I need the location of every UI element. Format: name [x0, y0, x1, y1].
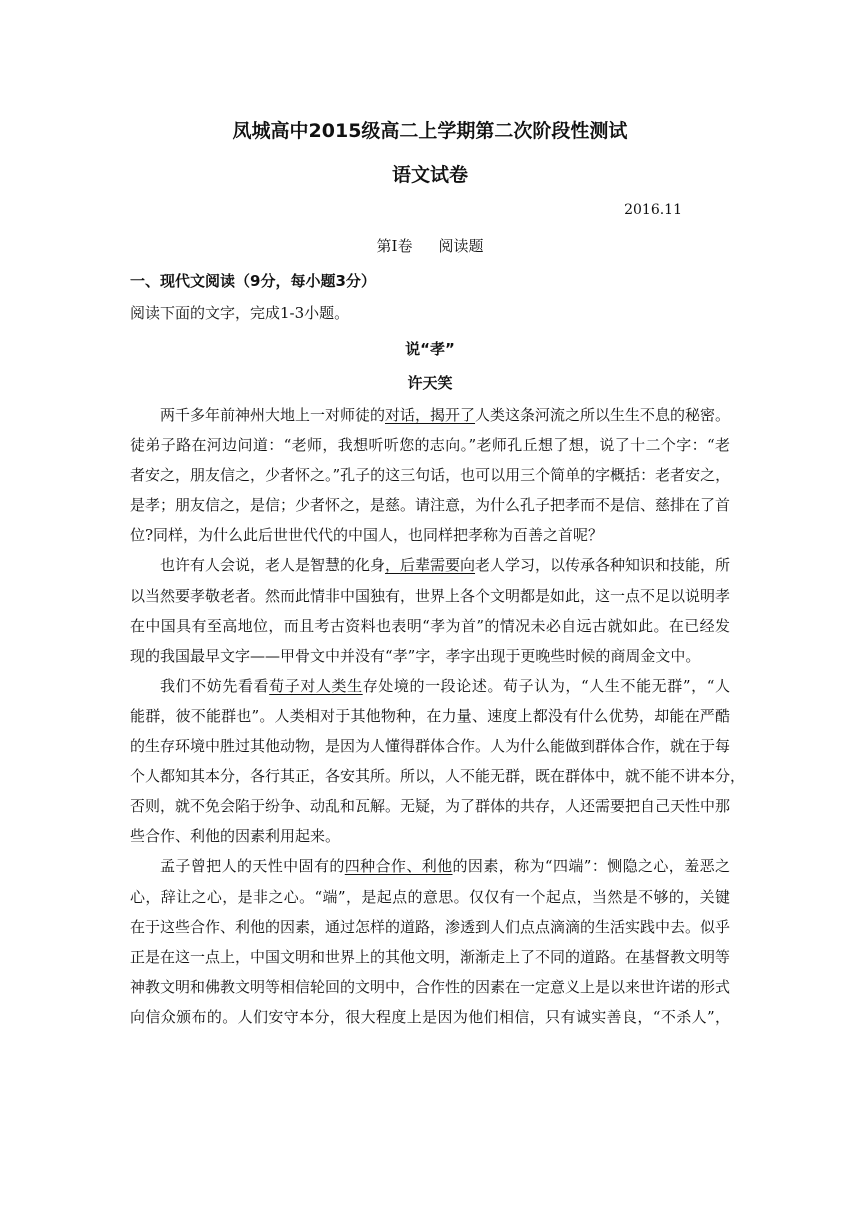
part-label: 第Ⅰ卷	[376, 237, 413, 255]
exam-title: 凤城高中2015级高二上学期第二次阶段性测试	[232, 120, 628, 142]
section-instruction: 阅读下面的文字，完成1-3小题。	[130, 304, 350, 322]
paragraph-line	[130, 851, 730, 881]
line-text: 两千多年前神州大地上一对师徒的	[160, 406, 386, 424]
paragraph-line	[130, 1002, 730, 1032]
underlined-text: ，后辈需要向	[385, 556, 476, 575]
line-text: 的因素，称为“四端”：恻隐之心，羞恶之	[452, 857, 730, 876]
paragraph-line	[130, 400, 730, 430]
exam-subtitle: 语文试卷	[391, 164, 468, 186]
article-paragraph	[130, 550, 730, 670]
article-title: 说“孝”	[405, 340, 455, 358]
line-text: 个人都知其本分，各行其正，各安其所。所以，人不能无群，既在群体中，就不能不讲本分，	[130, 767, 746, 786]
line-text: 正是在这一点上，中国文明和世界上的其他文明，渐渐走上了不同的道路。在基督教文明等	[130, 947, 731, 966]
article-body	[130, 400, 746, 1032]
paragraph-line	[130, 731, 730, 761]
line-text: 能群，彼不能群也”。人类相对于其他物种，在力量、速度上都没有什么优势，却能在严酷	[130, 706, 730, 725]
paragraph-line	[130, 520, 730, 550]
paragraph-line	[130, 761, 746, 791]
paragraph-line	[130, 581, 730, 611]
part-name: 阅读题	[438, 237, 484, 255]
paragraph-line	[130, 972, 730, 1002]
line-text: 孟子曾把人的天性中固有的	[160, 857, 345, 876]
paragraph-line	[130, 791, 730, 821]
line-text: 者安之，朋友信之，少者怀之。”孔子的这三句话，也可以用三个简单的字概括：老者安之，	[130, 466, 731, 485]
line-text: 在中国具有至高地位，而且考古资料也表明“孝为首”的情况未必自远古就如此。在已经发	[130, 616, 730, 635]
line-text: 位?同样，为什么此后世世代代的中国人，也同样把孝称为百善之首呢？	[130, 526, 604, 545]
line-text: 是孝；朋友信之，是信；少者怀之，是慈。请注意，为什么孔子把孝而不是信、慈排在了首	[130, 496, 731, 515]
line-text: 我们不妨先看看	[160, 676, 270, 695]
line-text: 徒弟子路在河边问道：“老师，我想听听您的志向。”老师孔丘想了想，说了十二个字：“老	[130, 436, 730, 455]
paragraph-line	[130, 460, 730, 490]
article-author: 许天笑	[407, 374, 453, 392]
paragraph-line	[130, 701, 730, 731]
paragraph-line	[130, 490, 730, 520]
underlined-text: 四种合作、利他	[344, 857, 453, 876]
line-text: 些合作、利他的因素利用起来。	[130, 827, 341, 846]
line-text: 的生存环境中胜过其他动物，是因为人懂得群体合作。人为什么能做到群体合作，就在于每	[130, 737, 731, 756]
paragraph-line	[130, 550, 730, 580]
line-text: 以当然要孝敬老者。然而此情非中国独有，世界上各个文明都是如此，这一点不足以说明孝	[130, 586, 731, 605]
paragraph-line	[130, 912, 730, 942]
section-heading: 一、现代文阅读（9分，每小题3分）	[130, 272, 376, 290]
line-text: 否则，就不免会陷于纷争、动乱和瓦解。无疑，为了群体的共存，人还需要把自己天性中那	[130, 797, 731, 816]
paragraph-line	[130, 821, 730, 851]
line-text: 现的我国最早文字——甲骨文中并没有“孝”字，孝字出现于更晚些时候的商周金文中。	[130, 646, 701, 665]
line-text: 在于这些合作、利他的因素，通过怎样的道路，渗透到人们点点滴滴的生活实践中去。似乎	[130, 917, 731, 936]
part-heading	[0, 235, 860, 256]
line-text: 向信众颁布的。人们安守本分，很大程度上是因为他们相信，只有诚实善良，“不杀人”，	[130, 1007, 730, 1026]
exam-date: 2016.11	[624, 202, 682, 218]
underlined-text: 荀子对人类生	[269, 676, 363, 695]
line-text: 老人学习，以传承各种知识和技能，所	[475, 556, 731, 575]
line-text: 心，辞让之心，是非之心。“端”，是起点的意思。仅仅有一个起点，当然是不够的，关键	[130, 887, 730, 906]
line-text: 存处境的一段论述。荀子认为，“人生不能无群”，“人	[362, 676, 730, 695]
paragraph-line	[130, 671, 730, 701]
paragraph-line	[130, 611, 730, 641]
article-paragraph	[130, 851, 730, 1032]
paragraph-line	[130, 942, 730, 972]
line-text: 人类这条河流之所以生生不息的秘密。	[475, 406, 731, 424]
line-text: 神教文明和佛教文明等相信轮回的文明中，合作性的因素在一定意义上是以来世许诺的形式	[130, 977, 731, 996]
paragraph-line	[130, 882, 730, 912]
paragraph-line	[130, 641, 730, 671]
article-paragraph	[130, 400, 730, 550]
paragraph-line	[130, 430, 730, 460]
article-paragraph	[130, 671, 746, 852]
line-text: 也许有人会说，老人是智慧的化身	[160, 556, 386, 575]
underlined-text: 对话，揭开了	[385, 406, 476, 424]
